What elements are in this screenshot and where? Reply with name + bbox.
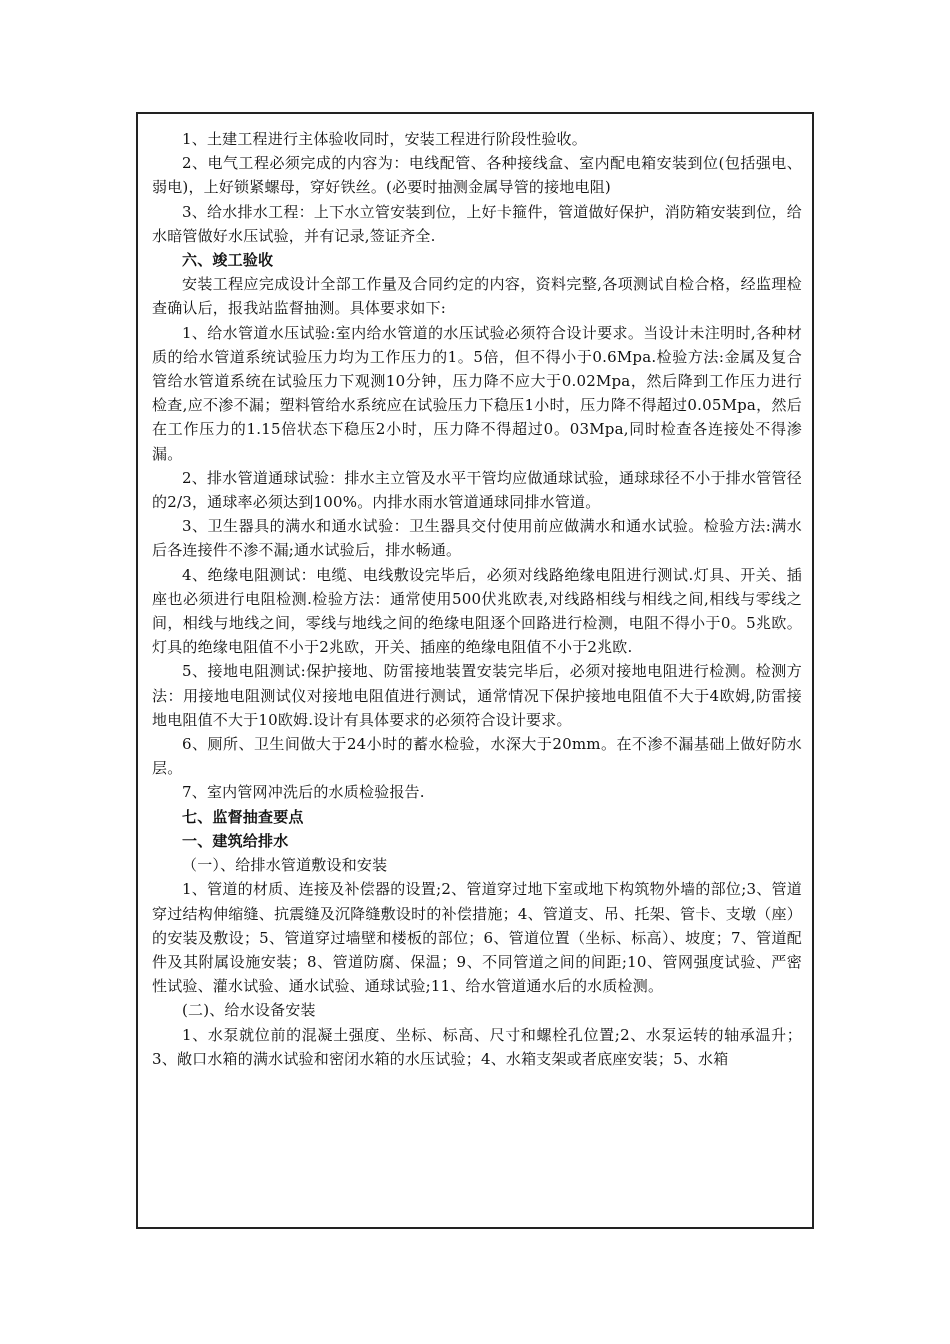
paragraph: 1、土建工程进行主体验收同时，安装工程进行阶段性验收。 [182,130,587,148]
paragraph: 4、绝缘电阻测试：电缆、电线敷设完毕后，必须对线路绝缘电阻进行测试.灯具、开关、插座也必须进行电阻检测.检验方法：通常使用500伏兆欧表,对线路相线与相线之间,相线与零线之间，相线与地线之间，零线与地线之间的绝缘电阻逐个回路进行检测，电阻不得小于0。5兆欧。灯具的绝缘电阻值不小于2兆欧，开关、插座的绝缘电阻值不小于2兆欧. [152,565,802,657]
paragraph: 6、厕所、卫生间做大于24小时的蓄水检验，水深大于20mm。在不渗不漏基础上做好防水层。 [152,735,802,778]
paragraph: 3、给水排水工程：上下水立管安装到位，上好卡箍件，管道做好保护，消防箱安装到位，给水暗管做好水压试验，并有记录,签证齐全. [152,202,802,245]
paragraph: 1、管道的材质、连接及补偿器的设置;2、管道穿过地下室或地下构筑物外墙的部位;3、管道穿过结构伸缩缝、抗震缝及沉降缝敷设时的补偿措施；4、管道支、吊、托架、管卡、支墩（座）的安装及敷设；5、管道穿过墙壁和楼板的部位；6、管道位置（坐标、标高）、坡度；7、管道配件及其附属设施安装；8、管道防腐、保温；9、不同管道之间的间距;10、管网强度试验、严密性试验、灌水试验、通水试验、通球试验;11、给水管道通水后的水质检测。 [152,880,802,996]
paragraph: 安装工程应完成设计全部工作量及合同约定的内容，资料完整,各项测试自检合格，经监理检查确认后，报我站监督抽测。具体要求如下: [152,275,802,318]
section-heading: 一、建筑给排水 [182,831,289,850]
section-heading: 七、监督抽查要点 [182,807,304,826]
paragraph: 7、室内管网冲洗后的水质检验报告. [182,783,425,802]
paragraph: 2、排水管道通球试验：排水主立管及水平干管均应做通球试验，通球球径不小于排水管管径的2/3，通球率必须达到100%。内排水雨水管道通球同排水管道。 [152,468,802,512]
subsection-heading: (二)、给水设备安装 [182,1001,316,1020]
document-frame [136,112,814,1229]
paragraph: 3、卫生器具的满水和通水试验：卫生器具交付使用前应做满水和通水试验。检验方法:满水后各连接件不渗不漏;通水试验后，排水畅通。 [152,517,802,560]
paragraph: 2、电气工程必须完成的内容为：电线配管、各种接线盒、室内配电箱安装到位(包括强电、弱电)，上好锁紧螺母，穿好铁丝。(必要时抽测金属导管的接地电阻) [152,154,802,197]
section-heading: 六、竣工验收 [182,251,274,270]
paragraph: 1、给水管道水压试验:室内给水管道的水压试验必须符合设计要求。当设计未注明时,各种材质的给水管道系统试验压力均为工作压力的1。5倍，但不得小于0.6Mpa.检验方法:金属及复合管给水管道系统在试验压力下观测10分钟，压力降不应大于0.02Mpa，然后降到工作压力进行检查,应不渗不漏；塑料管给水系统应在试验压力下稳压1小时，压力降不得超过0.05Mpa，然后在工作压力的1.15倍状态下稳压2小时，压力降不得超过0。03Mpa,同时检查各连接处不得渗漏。 [152,323,802,463]
paragraph: 1、水泵就位前的混凝土强度、坐标、标高、尺寸和螺栓孔位置;2、水泵运转的轴承温升；3、敞口水箱的满水试验和密闭水箱的水压试验；4、水箱支架或者底座安装；5、水箱 [152,1025,802,1068]
paragraph: 5、接地电阻测试:保护接地、防雷接地装置安装完毕后，必须对接地电阻进行检测。检测方法：用接地电阻测试仪对接地电阻值进行测试，通常情况下保护接地电阻值不大于4欧姆,防雷接地电阻值不大于10欧姆.设计有具体要求的必须符合设计要求。 [152,662,802,729]
subsection-heading: （一）、给排水管道敷设和安装 [182,856,388,875]
